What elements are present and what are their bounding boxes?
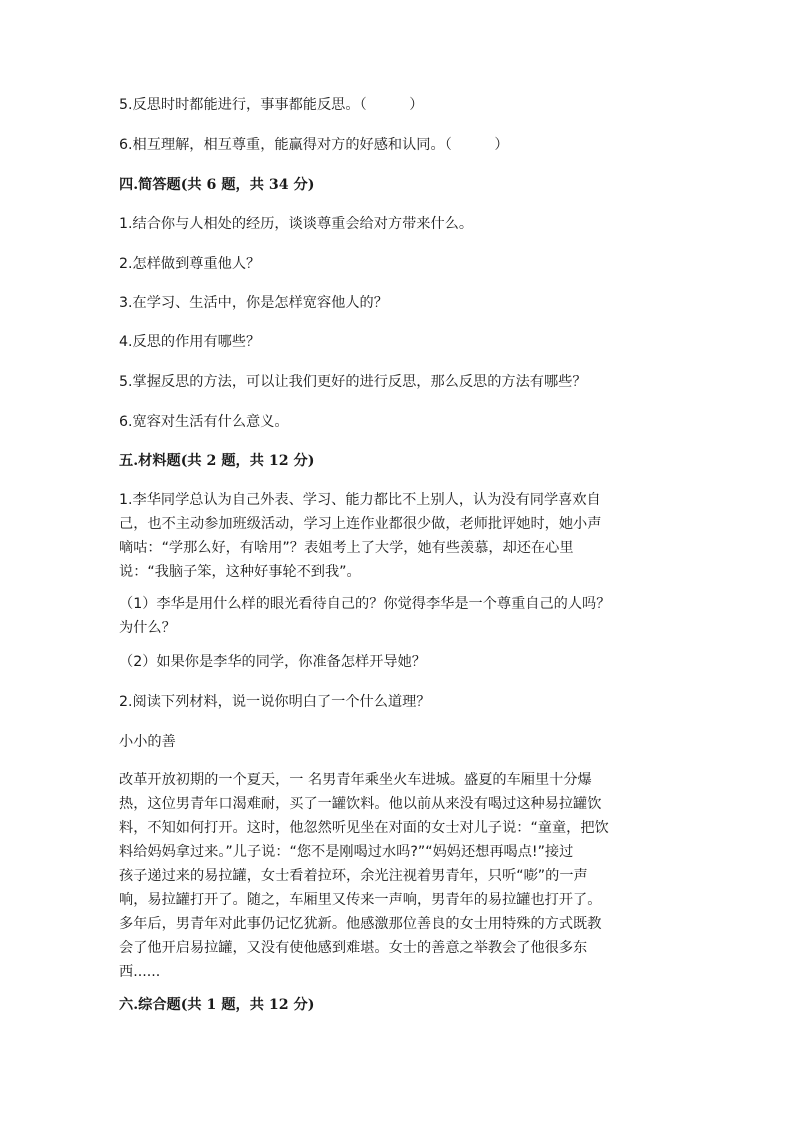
- short-answer-question-2: 2.怎样做到尊重他人？: [119, 256, 261, 272]
- short-answer-question-4: 4.反思的作用有哪些？: [119, 334, 261, 350]
- material-2-prompt: 2.阅读下列材料，说一说你明白了一个什么道理？: [119, 694, 431, 710]
- story-line: 改革开放初期的一个夏天，一 名男青年乘坐火车进城。盛夏的车厢里十分爆: [119, 772, 592, 788]
- short-answer-question-6: 6.宽容对生活有什么意义。: [119, 414, 289, 430]
- subquestion-1-line: （1）李华是用什么样的眼光看待自己的？你觉得李华是一个尊重自己的人吗？: [119, 596, 611, 612]
- short-answer-question-5: 5.掌握反思的方法，可以让我们更好的进行反思，那么反思的方法有哪些？: [119, 374, 587, 390]
- story-line: 料，不知如何打开。这时，他忽然听见坐在对面的女士对儿子说：“童童，把饮: [119, 820, 609, 836]
- story-line: 料给妈妈拿过来。”儿子说：“您不是刚喝过水吗?”“妈妈还想再喝点!”接过: [119, 844, 574, 860]
- material-1-line: 1.李华同学总认为自己外表、学习、能力都比不上别人，认为没有同学喜欢自: [119, 492, 601, 508]
- story-title: 小小的善: [119, 734, 176, 750]
- material-1-subquestion-2: （2）如果你是李华的同学，你准备怎样开导她？: [119, 654, 426, 670]
- material-1-line: 说：“我脑子笨，这种好事轮不到我”。: [119, 564, 361, 580]
- story-line: 会了他开启易拉罐，又没有使他感到难堪。女士的善意之举教会了他很多东: [119, 940, 588, 956]
- material-1-subquestion-1: [119, 592, 651, 640]
- story-line: 热，这位男青年口渴难耐，买了一罐饮料。他以前从来没有喝过这种易拉罐饮: [119, 796, 602, 812]
- section-4-title: 四.简答题(共 6 题，共 34 分): [119, 177, 315, 193]
- story-paragraph-1: [119, 768, 651, 912]
- story-line: 西......: [119, 964, 161, 980]
- section-6-title: 六.综合题(共 1 题，共 12 分): [119, 997, 315, 1013]
- story-line: 孩子递过来的易拉罐，女士看着拉环，余光注视着男青年，只听“嘭”的一声: [119, 868, 588, 884]
- judgment-question-5: 5.反思时时都能进行，事事都能反思。（ ）: [119, 97, 424, 113]
- story-paragraph-2: [119, 912, 651, 984]
- subquestion-1-line: 为什么？: [119, 620, 176, 636]
- judgment-question-6: 6.相互理解，相互尊重，能赢得对方的好感和认同。（ ）: [119, 137, 509, 153]
- short-answer-question-3: 3.在学习、生活中，你是怎样宽容他人的？: [119, 295, 388, 311]
- material-1-text: [119, 488, 651, 584]
- story-line: 响，易拉罐打开了。随之，车厢里又传来一声响，男青年的易拉罐也打开了。: [119, 892, 602, 908]
- material-1-line: 嘀咕：“学那么好，有啥用”？表姐考上了大学，她有些羡慕，却还在心里: [119, 540, 574, 556]
- section-5-title: 五.材料题(共 2 题，共 12 分): [119, 453, 315, 469]
- story-line: 多年后，男青年对此事仍记忆犹新。他感激那位善良的女士用特殊的方式既教: [119, 916, 602, 932]
- material-1-line: 己，也不主动参加班级活动，学习上连作业都很少做，老师批评她时，她小声: [119, 516, 602, 532]
- short-answer-question-1: 1.结合你与人相处的经历，谈谈尊重会给对方带来什么。: [119, 216, 474, 232]
